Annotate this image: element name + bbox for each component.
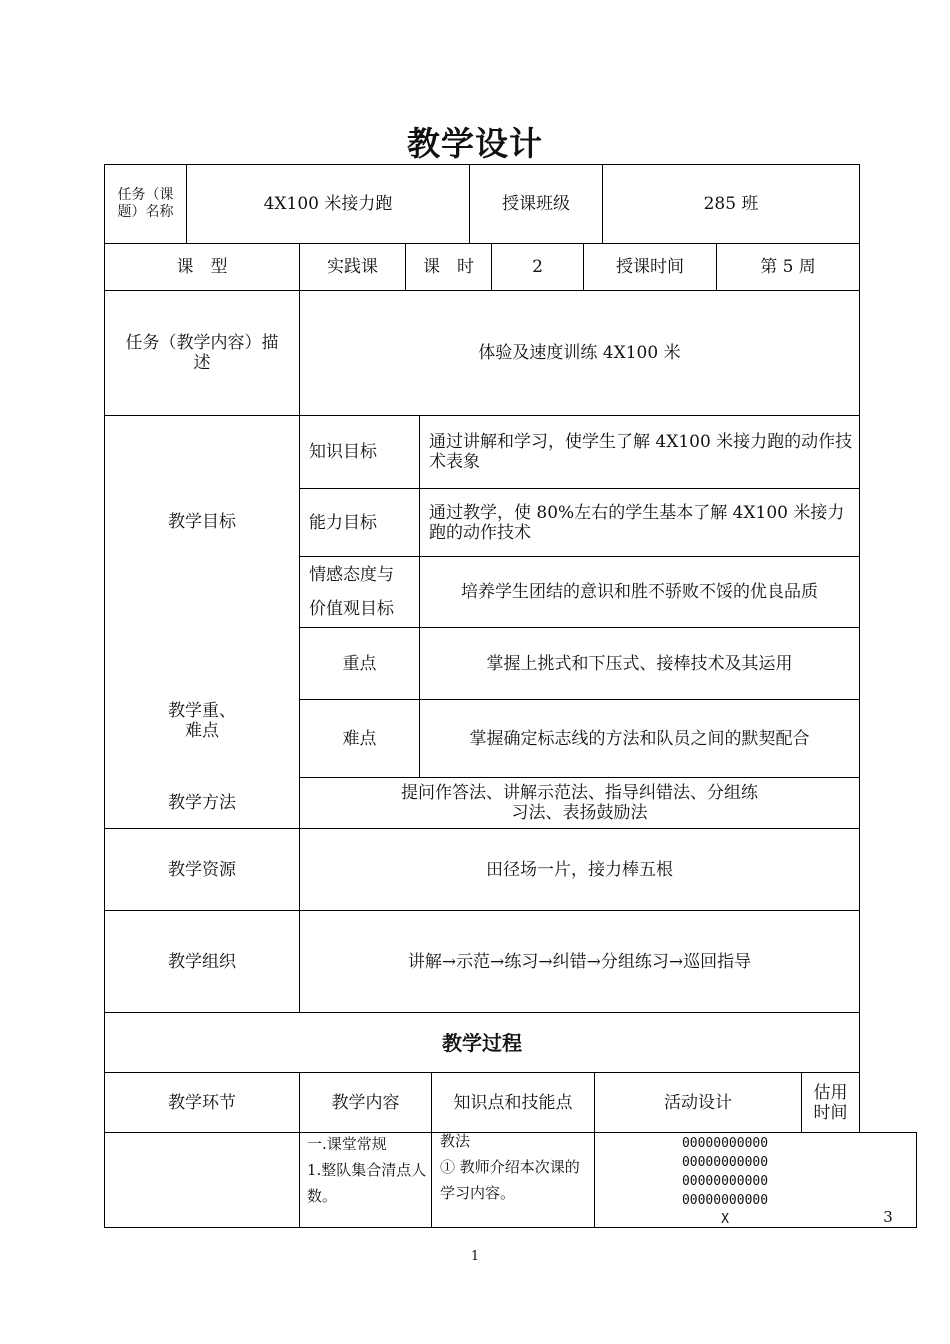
process-knowledge-line1: 教法: [440, 1132, 471, 1150]
page-title: 教学设计: [407, 124, 543, 163]
process-row-content: [307, 1131, 427, 1209]
focus-label: 重点: [342, 653, 377, 674]
emotion-objective-label-line1: 情感态度与: [309, 565, 394, 585]
process-content-line1: 一.课堂常规: [307, 1135, 387, 1153]
process-content-line2: 1.整队集合清点人数。: [307, 1161, 427, 1205]
formation-line: 00000000000: [681, 1193, 769, 1208]
formation-line: 00000000000: [681, 1174, 769, 1189]
focus-value: 掌握上挑式和下压式、接棒技术及其运用: [486, 653, 793, 674]
class-label: 授课班级: [502, 194, 570, 214]
process-header-content: 教学内容: [331, 1092, 400, 1113]
difficulty-value: 掌握确定标志线的方法和队员之间的默契配合: [469, 728, 810, 749]
process-knowledge-line2: ① 教师介绍本次课的学习内容。: [440, 1158, 580, 1202]
formation-line: 00000000000: [681, 1136, 769, 1151]
task-description-label: 任务（教学内容）描述: [125, 333, 279, 373]
resources-value: 田径场一片，接力棒五根: [486, 859, 673, 880]
hours-value: 2: [532, 257, 543, 277]
process-row-time: 3: [883, 1208, 893, 1226]
formation-teacher-mark: X: [721, 1212, 729, 1227]
key-points-label: 教学重、难点: [168, 700, 236, 741]
lesson-type-label: 课 型: [176, 257, 228, 277]
emotion-objective-label: [300, 557, 419, 627]
organization-label: 教学组织: [168, 951, 236, 972]
time-value: 第 5 周: [760, 257, 816, 277]
process-header-time: 估用时间: [813, 1082, 848, 1123]
ability-objective-value: 通过教学，使 80%左右的学生基本了解 4X100 米接力跑的动作技术: [429, 502, 845, 543]
formation-line: 00000000000: [681, 1155, 769, 1170]
task-description-value: 体验及速度训练 4X100 米: [478, 343, 681, 363]
class-value: 285 班: [703, 194, 759, 214]
process-header-knowledge: 知识点和技能点: [453, 1092, 573, 1113]
method-value: 提问作答法、讲解示范法、指导纠错法、分组练习法、表扬鼓励法: [401, 783, 758, 823]
task-name-value: 4X100 米接力跑: [263, 194, 393, 214]
time-label: 授课时间: [616, 257, 684, 277]
difficulty-label: 难点: [342, 728, 377, 749]
page-number: 1: [470, 1249, 480, 1264]
resources-label: 教学资源: [168, 859, 236, 880]
process-header-stage: 教学环节: [168, 1092, 236, 1113]
organization-value: 讲解→示范→练习→纠错→分组练习→巡回指导: [407, 951, 752, 972]
emotion-objective-label-line2: 价值观目标: [309, 599, 394, 619]
knowledge-objective-label: 知识目标: [309, 442, 377, 462]
knowledge-objective-value: 通过讲解和学习，使学生了解 4X100 米接力跑的动作技术表象: [429, 432, 853, 472]
emotion-objective-value: 培养学生团结的意识和胜不骄败不馁的优良品质: [461, 582, 818, 602]
lesson-type-value: 实践课: [327, 257, 378, 277]
process-title: 教学过程: [442, 1030, 522, 1055]
process-row-knowledge: [440, 1128, 590, 1206]
objectives-label: 教学目标: [168, 511, 236, 532]
process-header-activity: 活动设计: [664, 1092, 732, 1113]
ability-objective-label: 能力目标: [309, 512, 377, 533]
process-row-activity: [650, 1134, 800, 1229]
method-label: 教学方法: [168, 793, 236, 813]
task-name-label: 任务（课题）名称: [117, 187, 174, 220]
hours-label: 课 时: [423, 257, 474, 277]
